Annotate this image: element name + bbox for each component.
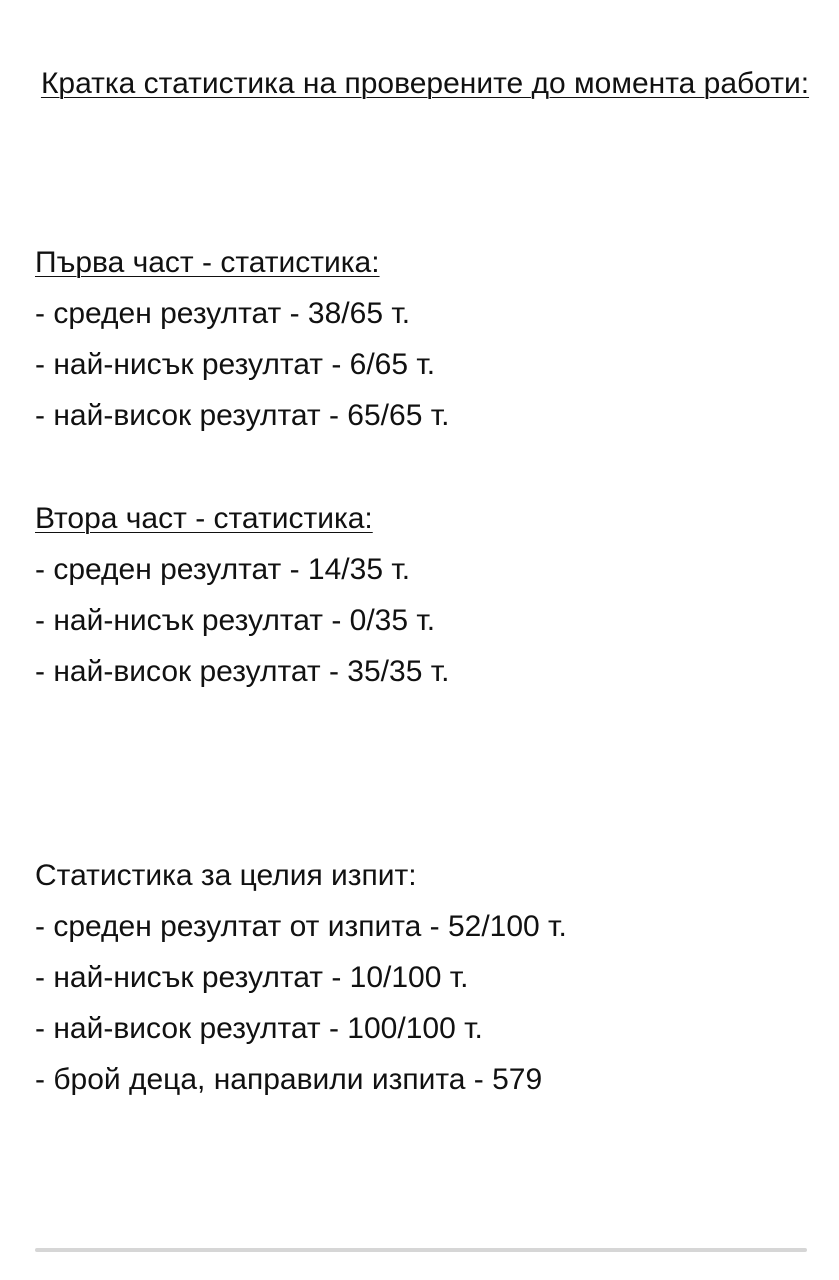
whole-exam-highest-line: - най-висок резултат - 100/100 т. bbox=[35, 1012, 483, 1045]
part-two-average-line: - среден резултат - 14/35 т. bbox=[35, 553, 411, 586]
document-title: Кратка статистика на проверените до момента работи: bbox=[40, 67, 810, 100]
whole-exam-lowest-line: - най-нисък резултат - 10/100 т. bbox=[35, 961, 469, 994]
part-one-average-line: - среден резултат - 38/65 т. bbox=[35, 297, 411, 330]
part-one-heading: Първа част - статистика: bbox=[35, 246, 380, 279]
whole-exam-average-line: - среден резултат от изпита - 52/100 т. bbox=[35, 910, 567, 943]
whole-exam-heading: Статистика за целия изпит: bbox=[35, 859, 417, 892]
part-two-highest-line: - най-висок резултат - 35/35 т. bbox=[35, 655, 450, 688]
part-one-highest-line: - най-висок резултат - 65/65 т. bbox=[35, 399, 450, 432]
bottom-divider bbox=[35, 1248, 807, 1252]
part-two-heading: Втора част - статистика: bbox=[35, 502, 373, 535]
part-one-lowest-line: - най-нисък резултат - 6/65 т. bbox=[35, 348, 436, 381]
part-two-lowest-line: - най-нисък резултат - 0/35 т. bbox=[35, 604, 436, 637]
whole-exam-participants-line: - брой деца, направили изпита - 579 bbox=[35, 1063, 543, 1096]
part-two-statistics bbox=[35, 493, 815, 697]
whole-exam-statistics bbox=[35, 850, 815, 1105]
part-one-statistics bbox=[35, 237, 815, 441]
